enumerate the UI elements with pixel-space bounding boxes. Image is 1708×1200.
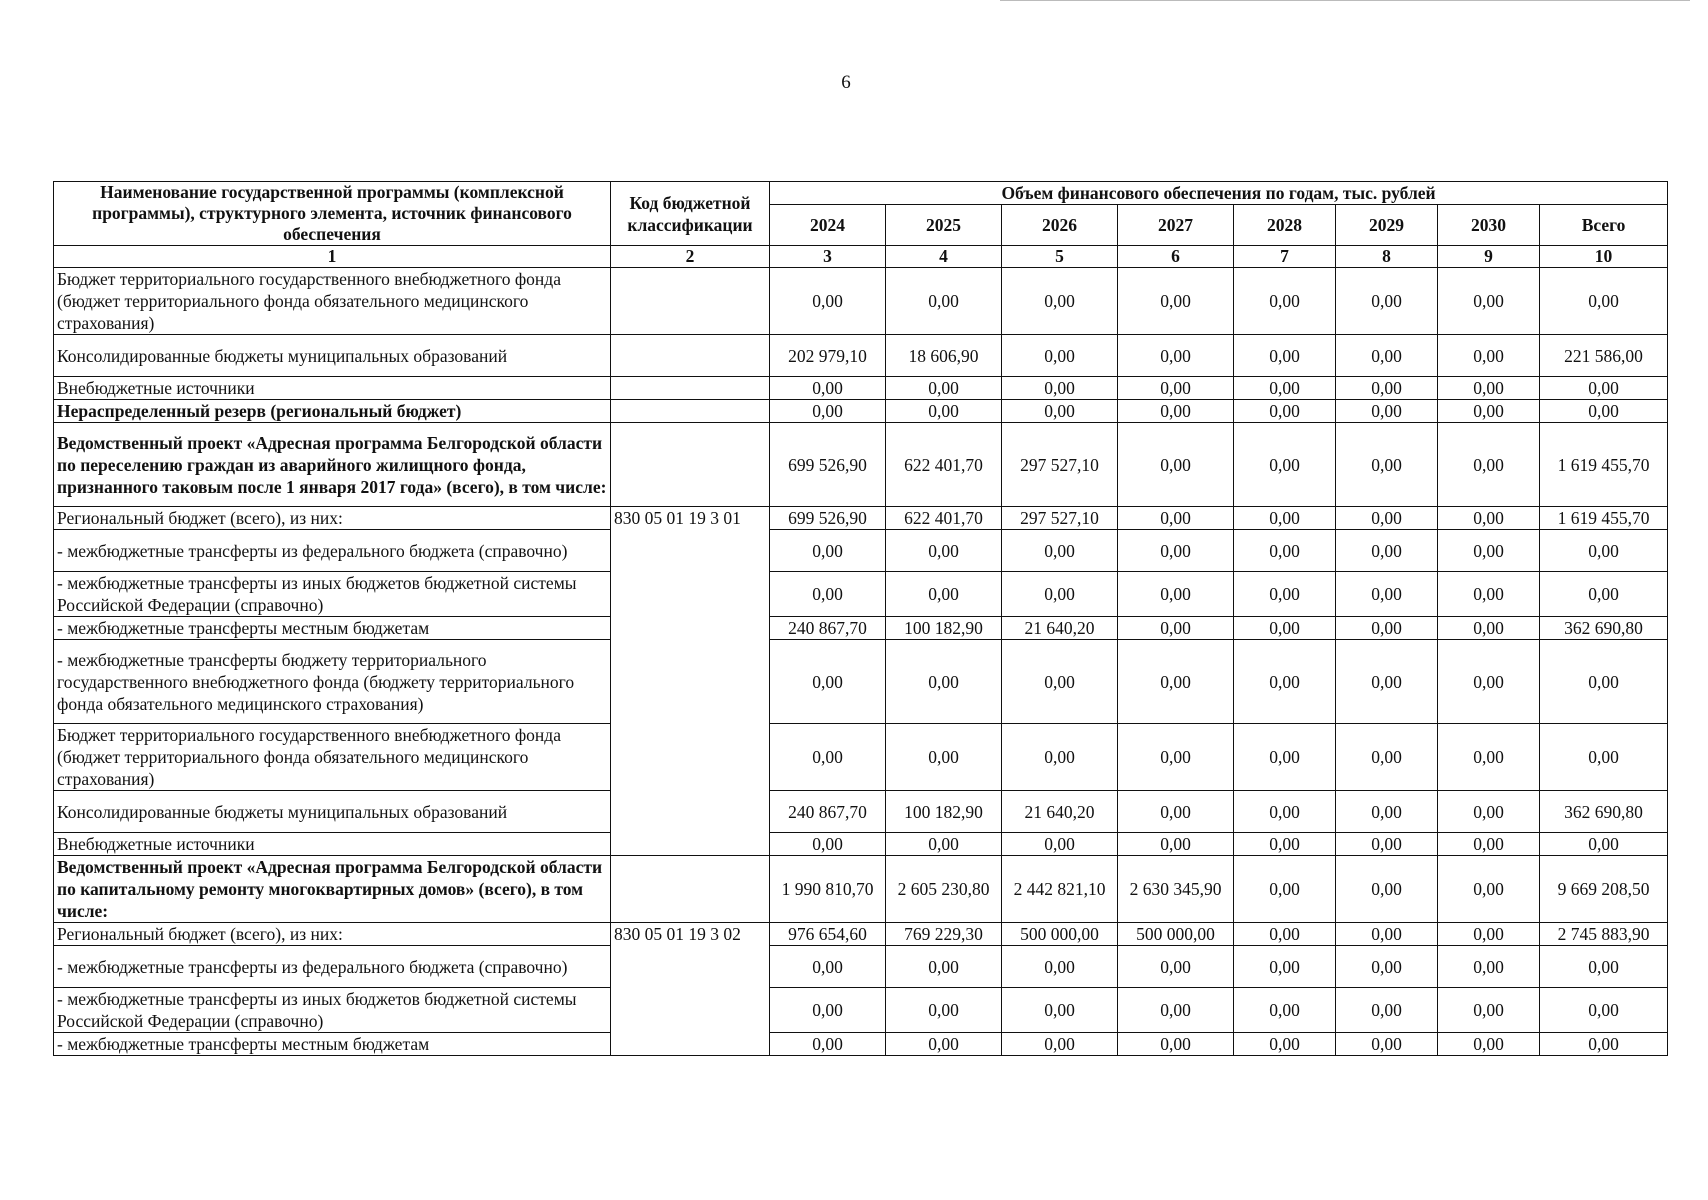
row-value-2028: 0,00	[1234, 268, 1336, 335]
row-value-2024: 0,00	[770, 268, 886, 335]
row-value-2030: 0,00	[1438, 1033, 1540, 1056]
row-value-2026: 0,00	[1002, 988, 1118, 1033]
header-volume-group: Объем финансового обеспечения по годам, тыс. рублей	[770, 182, 1668, 205]
row-name: - межбюджетные трансферты из федерального бюджета (справочно)	[54, 946, 611, 988]
row-value-2026: 2 442 821,10	[1002, 856, 1118, 923]
column-number: 7	[1234, 246, 1336, 268]
row-value-2028: 0,00	[1234, 400, 1336, 423]
table-row	[54, 856, 1668, 923]
row-value-2029: 0,00	[1336, 946, 1438, 988]
header-row-column-numbers	[54, 246, 1668, 268]
column-number: 9	[1438, 246, 1540, 268]
row-value-2029: 0,00	[1336, 791, 1438, 833]
row-value-2029: 0,00	[1336, 988, 1438, 1033]
row-value-2029: 0,00	[1336, 640, 1438, 724]
row-name: - межбюджетные трансферты бюджету территориального государственного внебюджетного фонда (бюджету территориального фонда обязательного медицинского страхования)	[54, 640, 611, 724]
column-number: 5	[1002, 246, 1118, 268]
column-number: 10	[1540, 246, 1668, 268]
row-value-2026: 0,00	[1002, 946, 1118, 988]
row-value-2024: 699 526,90	[770, 507, 886, 530]
row-value-2026: 0,00	[1002, 530, 1118, 572]
row-name: Консолидированные бюджеты муниципальных образований	[54, 335, 611, 377]
row-name: - межбюджетные трансферты местным бюджетам	[54, 1033, 611, 1056]
row-value-2030: 0,00	[1438, 724, 1540, 791]
row-value-2024: 0,00	[770, 833, 886, 856]
row-value-2025: 0,00	[886, 724, 1002, 791]
row-name: Бюджет территориального государственного внебюджетного фонда (бюджет территориального фонда обязательного медицинского страхования)	[54, 724, 611, 791]
row-code	[611, 856, 770, 923]
header-total: Всего	[1540, 205, 1668, 246]
row-value-2024: 699 526,90	[770, 423, 886, 507]
row-total: 0,00	[1540, 640, 1668, 724]
row-name: Нераспределенный резерв (региональный бюджет)	[54, 400, 611, 423]
row-value-2030: 0,00	[1438, 268, 1540, 335]
header-year: 2029	[1336, 205, 1438, 246]
row-value-2025: 0,00	[886, 400, 1002, 423]
row-code	[611, 423, 770, 507]
row-name: - межбюджетные трансферты местным бюджетам	[54, 617, 611, 640]
row-total: 0,00	[1540, 1033, 1668, 1056]
row-value-2028: 0,00	[1234, 423, 1336, 507]
row-value-2024: 0,00	[770, 640, 886, 724]
row-value-2025: 0,00	[886, 377, 1002, 400]
row-value-2026: 0,00	[1002, 335, 1118, 377]
row-value-2028: 0,00	[1234, 617, 1336, 640]
row-value-2030: 0,00	[1438, 946, 1540, 988]
row-value-2029: 0,00	[1336, 572, 1438, 617]
row-value-2029: 0,00	[1336, 507, 1438, 530]
row-value-2029: 0,00	[1336, 1033, 1438, 1056]
table-row	[54, 640, 1668, 724]
row-name: Ведомственный проект «Адресная программа Белгородской области по капитальному ремонту многоквартирных домов» (всего), в том числе:	[54, 856, 611, 923]
row-value-2024: 240 867,70	[770, 791, 886, 833]
row-value-2025: 622 401,70	[886, 423, 1002, 507]
row-value-2025: 0,00	[886, 946, 1002, 988]
row-value-2025: 18 606,90	[886, 335, 1002, 377]
row-value-2027: 0,00	[1118, 530, 1234, 572]
row-value-2029: 0,00	[1336, 833, 1438, 856]
row-value-2024: 0,00	[770, 572, 886, 617]
header-year: 2025	[886, 205, 1002, 246]
row-value-2030: 0,00	[1438, 530, 1540, 572]
row-value-2025: 0,00	[886, 1033, 1002, 1056]
row-total: 362 690,80	[1540, 617, 1668, 640]
row-value-2030: 0,00	[1438, 423, 1540, 507]
table-body	[54, 268, 1668, 1056]
row-value-2030: 0,00	[1438, 988, 1540, 1033]
row-value-2027: 0,00	[1118, 377, 1234, 400]
row-name: Внебюджетные источники	[54, 377, 611, 400]
row-value-2030: 0,00	[1438, 856, 1540, 923]
table-row	[54, 335, 1668, 377]
row-value-2024: 0,00	[770, 530, 886, 572]
table-row	[54, 988, 1668, 1033]
column-number: 4	[886, 246, 1002, 268]
row-value-2028: 0,00	[1234, 530, 1336, 572]
header-name: Наименование государственной программы (комплексной программы), структурного элемента, источник финансового обеспечения	[54, 182, 611, 246]
budget-table	[53, 181, 1668, 1056]
header-code: Код бюджетной классификации	[611, 182, 770, 246]
row-value-2025: 100 182,90	[886, 791, 1002, 833]
row-value-2024: 0,00	[770, 724, 886, 791]
row-total: 0,00	[1540, 988, 1668, 1033]
row-value-2024: 0,00	[770, 946, 886, 988]
table-row	[54, 791, 1668, 833]
table-row	[54, 400, 1668, 423]
row-value-2027: 0,00	[1118, 724, 1234, 791]
column-number: 3	[770, 246, 886, 268]
row-total: 221 586,00	[1540, 335, 1668, 377]
header-year: 2027	[1118, 205, 1234, 246]
row-value-2028: 0,00	[1234, 724, 1336, 791]
table-row	[54, 724, 1668, 791]
row-value-2028: 0,00	[1234, 1033, 1336, 1056]
row-value-2024: 202 979,10	[770, 335, 886, 377]
row-total: 2 745 883,90	[1540, 923, 1668, 946]
row-value-2025: 2 605 230,80	[886, 856, 1002, 923]
row-value-2027: 0,00	[1118, 1033, 1234, 1056]
row-value-2028: 0,00	[1234, 572, 1336, 617]
row-total: 0,00	[1540, 377, 1668, 400]
row-name: Внебюджетные источники	[54, 833, 611, 856]
row-code	[611, 400, 770, 423]
row-code	[611, 335, 770, 377]
row-value-2028: 0,00	[1234, 335, 1336, 377]
row-value-2025: 0,00	[886, 988, 1002, 1033]
row-value-2025: 0,00	[886, 640, 1002, 724]
row-value-2030: 0,00	[1438, 335, 1540, 377]
row-value-2027: 0,00	[1118, 335, 1234, 377]
row-total: 9 669 208,50	[1540, 856, 1668, 923]
row-name: Консолидированные бюджеты муниципальных образований	[54, 791, 611, 833]
row-total: 0,00	[1540, 400, 1668, 423]
row-value-2030: 0,00	[1438, 640, 1540, 724]
row-value-2028: 0,00	[1234, 923, 1336, 946]
scan-edge-line	[1000, 0, 1690, 1]
row-name: Региональный бюджет (всего), из них:	[54, 507, 611, 530]
row-value-2025: 0,00	[886, 572, 1002, 617]
header-year: 2026	[1002, 205, 1118, 246]
row-value-2029: 0,00	[1336, 423, 1438, 507]
row-total: 0,00	[1540, 946, 1668, 988]
row-value-2028: 0,00	[1234, 507, 1336, 530]
table-row	[54, 617, 1668, 640]
row-value-2027: 0,00	[1118, 400, 1234, 423]
row-value-2026: 297 527,10	[1002, 507, 1118, 530]
row-value-2028: 0,00	[1234, 856, 1336, 923]
page-number: 6	[841, 72, 851, 93]
table-row	[54, 377, 1668, 400]
row-value-2029: 0,00	[1336, 400, 1438, 423]
row-value-2026: 0,00	[1002, 268, 1118, 335]
row-value-2025: 769 229,30	[886, 923, 1002, 946]
row-name: Ведомственный проект «Адресная программа Белгородской области по переселению граждан из аварийного жилищного фонда, признанного таковым после 1 января 2017 года» (всего), в том числе:	[54, 423, 611, 507]
row-value-2025: 0,00	[886, 530, 1002, 572]
row-value-2028: 0,00	[1234, 988, 1336, 1033]
row-value-2024: 976 654,60	[770, 923, 886, 946]
column-number: 8	[1336, 246, 1438, 268]
row-value-2024: 0,00	[770, 377, 886, 400]
row-value-2026: 0,00	[1002, 1033, 1118, 1056]
row-code	[611, 377, 770, 400]
row-value-2027: 0,00	[1118, 507, 1234, 530]
row-value-2029: 0,00	[1336, 377, 1438, 400]
column-number: 6	[1118, 246, 1234, 268]
row-value-2028: 0,00	[1234, 791, 1336, 833]
row-total: 1 619 455,70	[1540, 507, 1668, 530]
row-value-2030: 0,00	[1438, 617, 1540, 640]
row-value-2024: 240 867,70	[770, 617, 886, 640]
row-code	[611, 268, 770, 335]
row-value-2029: 0,00	[1336, 617, 1438, 640]
row-value-2026: 0,00	[1002, 400, 1118, 423]
row-value-2029: 0,00	[1336, 923, 1438, 946]
row-value-2025: 0,00	[886, 833, 1002, 856]
row-name: - межбюджетные трансферты из федерального бюджета (справочно)	[54, 530, 611, 572]
row-value-2027: 0,00	[1118, 988, 1234, 1033]
row-total: 0,00	[1540, 268, 1668, 335]
row-value-2027: 0,00	[1118, 833, 1234, 856]
row-value-2027: 0,00	[1118, 617, 1234, 640]
row-name: - межбюджетные трансферты из иных бюджетов бюджетной системы Российской Федерации (справочно)	[54, 988, 611, 1033]
row-value-2028: 0,00	[1234, 946, 1336, 988]
row-value-2028: 0,00	[1234, 377, 1336, 400]
row-value-2027: 0,00	[1118, 946, 1234, 988]
row-total: 362 690,80	[1540, 791, 1668, 833]
row-value-2026: 500 000,00	[1002, 923, 1118, 946]
row-value-2026: 0,00	[1002, 572, 1118, 617]
row-value-2024: 0,00	[770, 988, 886, 1033]
table-row	[54, 572, 1668, 617]
row-total: 0,00	[1540, 724, 1668, 791]
table-row	[54, 946, 1668, 988]
row-value-2029: 0,00	[1336, 335, 1438, 377]
row-value-2029: 0,00	[1336, 530, 1438, 572]
row-value-2025: 100 182,90	[886, 617, 1002, 640]
row-value-2026: 21 640,20	[1002, 791, 1118, 833]
row-value-2030: 0,00	[1438, 572, 1540, 617]
table-row	[54, 530, 1668, 572]
row-value-2029: 0,00	[1336, 268, 1438, 335]
row-name: Бюджет территориального государственного внебюджетного фонда (бюджет территориального фонда обязательного медицинского страхования)	[54, 268, 611, 335]
row-value-2024: 0,00	[770, 1033, 886, 1056]
row-value-2030: 0,00	[1438, 377, 1540, 400]
column-number: 1	[54, 246, 611, 268]
table-row	[54, 423, 1668, 507]
header-row-group	[54, 182, 1668, 205]
row-value-2024: 1 990 810,70	[770, 856, 886, 923]
row-value-2027: 0,00	[1118, 268, 1234, 335]
row-total: 0,00	[1540, 572, 1668, 617]
table-row	[54, 833, 1668, 856]
row-value-2024: 0,00	[770, 400, 886, 423]
row-value-2026: 0,00	[1002, 833, 1118, 856]
row-value-2026: 21 640,20	[1002, 617, 1118, 640]
row-value-2030: 0,00	[1438, 923, 1540, 946]
row-total: 1 619 455,70	[1540, 423, 1668, 507]
row-value-2026: 297 527,10	[1002, 423, 1118, 507]
row-value-2030: 0,00	[1438, 400, 1540, 423]
row-value-2030: 0,00	[1438, 791, 1540, 833]
row-value-2025: 0,00	[886, 268, 1002, 335]
row-value-2027: 0,00	[1118, 640, 1234, 724]
table-row	[54, 507, 1668, 530]
row-value-2027: 0,00	[1118, 423, 1234, 507]
row-value-2030: 0,00	[1438, 507, 1540, 530]
row-name: - межбюджетные трансферты из иных бюджетов бюджетной системы Российской Федерации (справочно)	[54, 572, 611, 617]
row-value-2028: 0,00	[1234, 640, 1336, 724]
header-year: 2024	[770, 205, 886, 246]
row-code: 830 05 01 19 3 01	[611, 507, 770, 856]
row-value-2028: 0,00	[1234, 833, 1336, 856]
header-year: 2030	[1438, 205, 1540, 246]
row-value-2027: 0,00	[1118, 572, 1234, 617]
row-value-2026: 0,00	[1002, 377, 1118, 400]
row-total: 0,00	[1540, 530, 1668, 572]
row-name: Региональный бюджет (всего), из них:	[54, 923, 611, 946]
table-row	[54, 923, 1668, 946]
row-value-2030: 0,00	[1438, 833, 1540, 856]
row-value-2025: 622 401,70	[886, 507, 1002, 530]
row-value-2029: 0,00	[1336, 724, 1438, 791]
row-value-2027: 0,00	[1118, 791, 1234, 833]
header-year: 2028	[1234, 205, 1336, 246]
row-value-2027: 500 000,00	[1118, 923, 1234, 946]
row-code: 830 05 01 19 3 02	[611, 923, 770, 1056]
column-number: 2	[611, 246, 770, 268]
row-value-2027: 2 630 345,90	[1118, 856, 1234, 923]
table-row	[54, 1033, 1668, 1056]
table-row	[54, 268, 1668, 335]
row-value-2026: 0,00	[1002, 724, 1118, 791]
row-value-2026: 0,00	[1002, 640, 1118, 724]
row-value-2029: 0,00	[1336, 856, 1438, 923]
row-total: 0,00	[1540, 833, 1668, 856]
